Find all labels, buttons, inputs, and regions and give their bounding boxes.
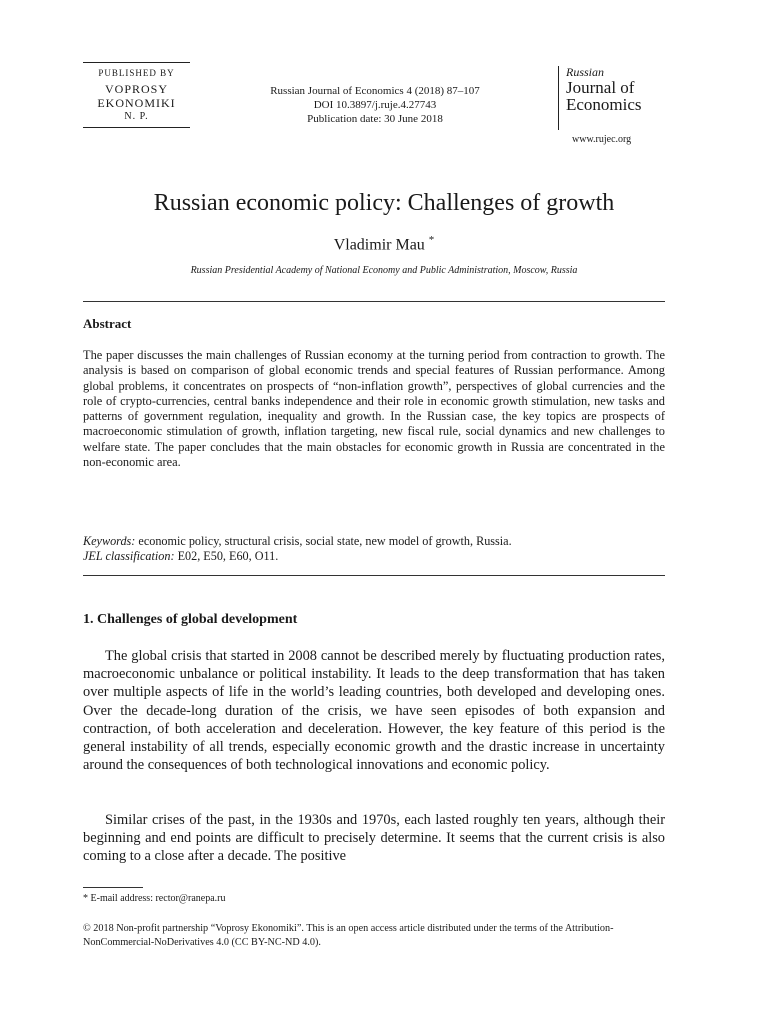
citation-publication-date: Publication date: 30 June 2018 — [307, 113, 443, 125]
journal-logo-line1: Journal of — [566, 78, 635, 97]
footnote-rule — [83, 887, 143, 888]
publisher-bottom-rule — [83, 127, 190, 128]
abstract-bottom-rule — [83, 575, 665, 576]
jel-line — [83, 549, 665, 564]
journal-logo-line2: Economics — [566, 95, 642, 114]
author-name: Vladimir Mau — [333, 236, 425, 254]
section-heading: 1. Challenges of global development — [83, 612, 298, 627]
jel-label: JEL classification: — [83, 549, 175, 564]
publisher-top-rule — [83, 62, 190, 63]
publisher-name-line2: EKONOMIKI — [97, 96, 176, 110]
author-line — [0, 234, 768, 254]
keywords-line — [83, 534, 665, 549]
section-paragraph-2: Similar crises of the past, in the 1930s and 1970s, each lasted roughly ten years, although their beginning and end points are difficult to precisely determine. It seems that the current crisis is also coming to a close after a decade. The positive — [83, 812, 665, 865]
citation-doi: DOI 10.3897/j.ruje.4.27743 — [313, 99, 437, 111]
keywords-label: Keywords: — [83, 534, 136, 548]
author-footnote-mark[interactable]: * — [428, 234, 435, 246]
keywords-text: economic policy, structural crisis, social state, new model of growth, Russia. — [138, 534, 512, 548]
journal-logo-bar — [558, 66, 559, 130]
journal-logo-russian: Russian — [566, 65, 605, 79]
copyright-notice: © 2018 Non-profit partnership “Voprosy Ekonomiki”. This is an open access article distributed under the terms of the Attribution-NonCommercial-NoDerivatives 4.0 (CC BY-NC-ND 4.0). — [83, 923, 614, 948]
abstract-heading: Abstract — [83, 316, 132, 331]
citation-journal-volume: Russian Journal of Economics 4 (2018) 87–107 — [270, 85, 480, 97]
footnote-email: * E-mail address: rector@ranepa.ru — [83, 893, 226, 904]
keywords-block — [83, 534, 665, 565]
published-by-label: PUBLISHED BY — [98, 68, 175, 78]
abstract-top-rule — [83, 301, 665, 302]
publisher-name-line3: N. P. — [124, 111, 149, 122]
journal-logo — [558, 65, 678, 145]
article-title: Russian economic policy: Challenges of growth — [153, 190, 615, 216]
author-affiliation: Russian Presidential Academy of National Economy and Public Administration, Moscow, Russia — [190, 265, 578, 276]
citation-block — [225, 84, 525, 126]
journal-url[interactable]: www.rujec.org — [572, 134, 632, 145]
jel-text: E02, E50, E60, O11. — [177, 549, 279, 564]
publisher-block — [83, 62, 190, 128]
publisher-name-line1: VOPROSY — [104, 82, 168, 96]
abstract-text: The paper discusses the main challenges of Russian economy at the turning period from contraction to growth. The analysis is based on comparison of global economic trends and special features of Russian performance. Among global problems, it concentrates on prospects of “non-inflation growth”, perspectives of global currencies and the role of crypto-currencies, central banks independence and their role in economic growth stimulation, new tasks and patterns of government regulation, inequality and growth. In the Russian case, the key topics are prospects of macroeconomic stimulation of growth, inflation targeting, new fiscal rule, social dynamics and new challenges to welfare state. The paper concludes that the main obstacles for economic growth in Russia are concentrated in the non-economic area. — [83, 348, 665, 470]
section-paragraph-1: The global crisis that started in 2008 cannot be described merely by fluctuating production rates, macroeconomic unbalance or political instability. It leads to the deep transformation that has taken over multiple aspects of life in the world’s leading countries, both developed and developing ones. Over the decade-long duration of the crisis, we have seen episodes of both expansion and contraction, of both acceleration and deceleration. However, the key feature of this period is the general instability of all trends, especially economic growth and the drastic increase in uncertainty around the consequences of both technological innovations and economic policy. — [83, 648, 665, 774]
